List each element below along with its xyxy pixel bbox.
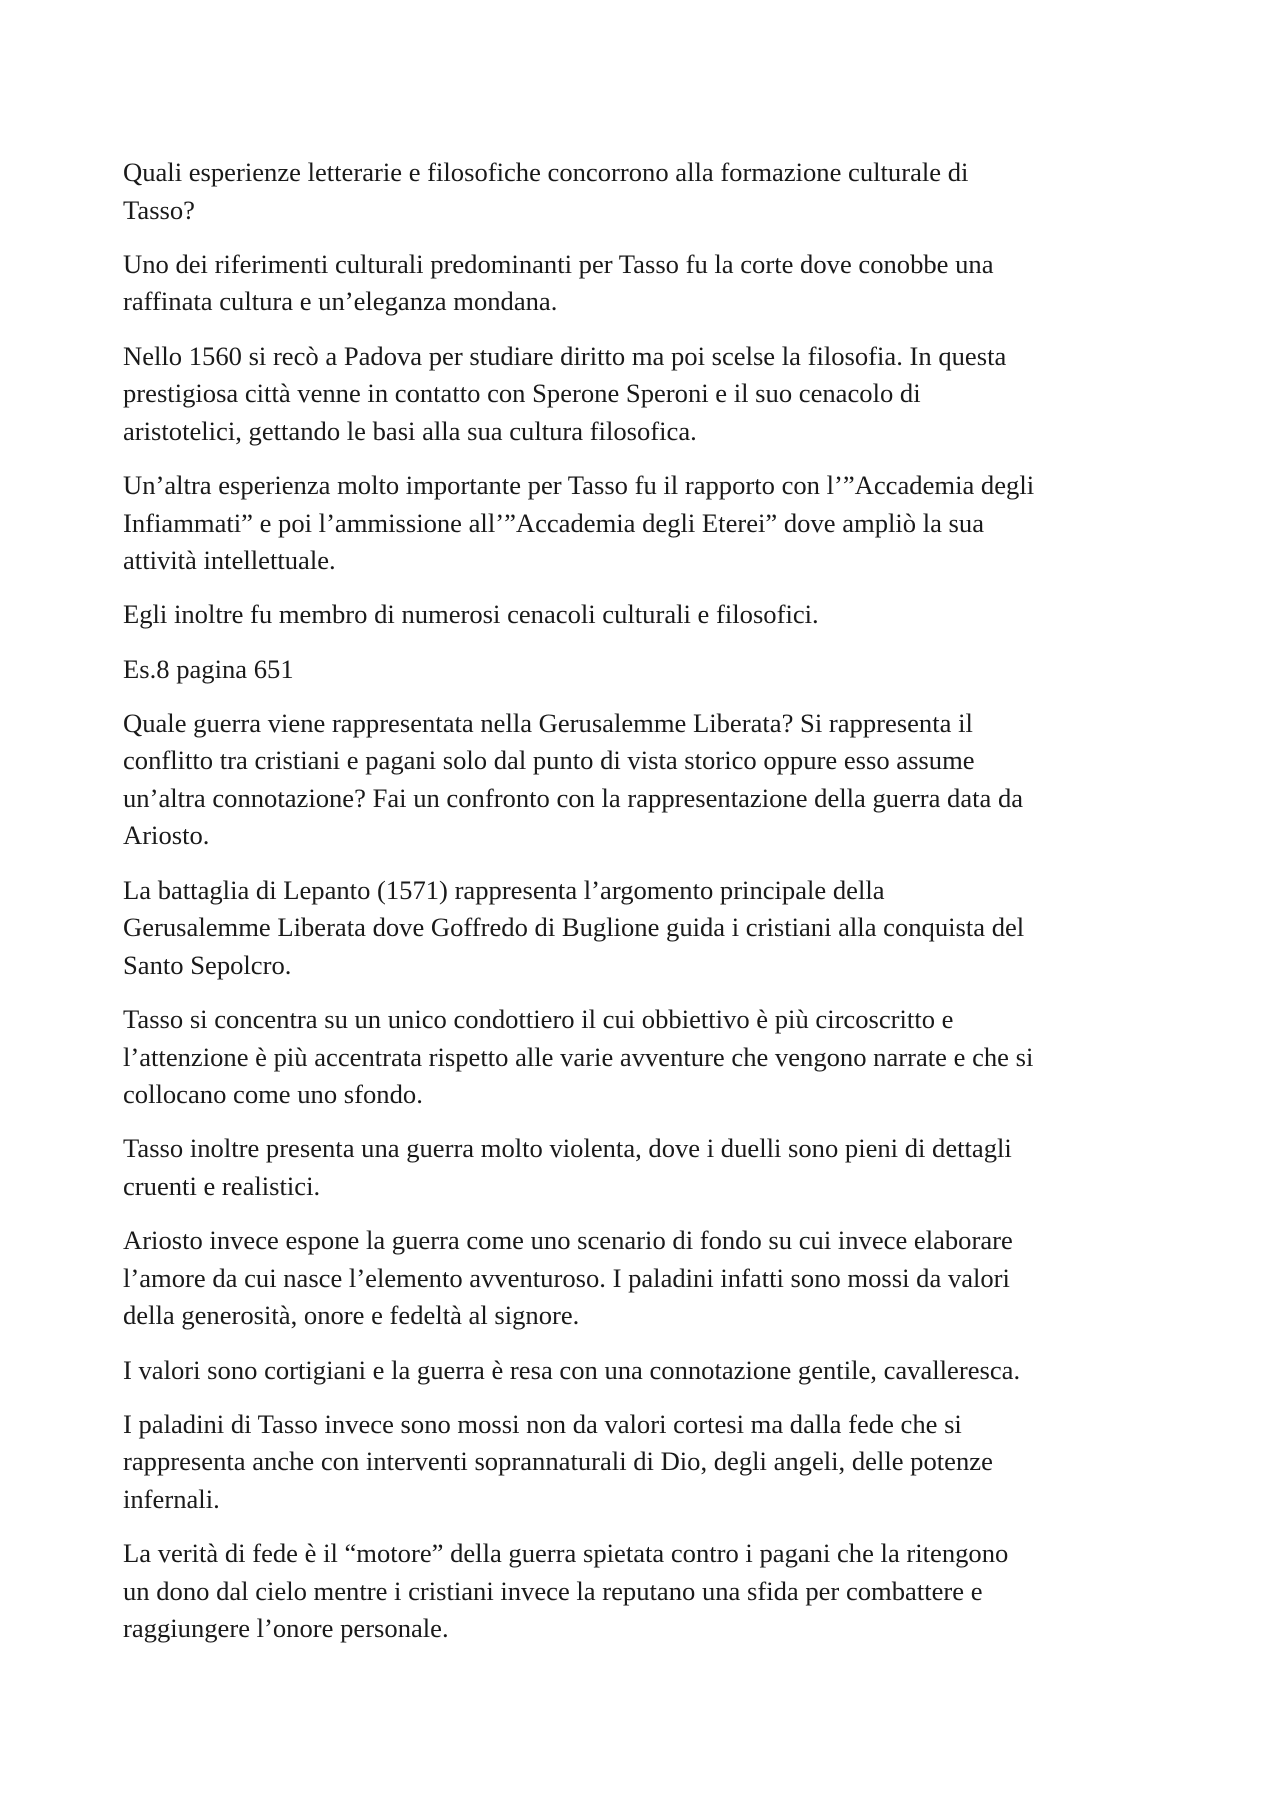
body-paragraph: La verità di fede è il “motore” della guerra spietata contro i pagani che la ritengono un dono dal cielo mentre i cristiani invece la reputano una sfida per combattere e raggiungere l’onore personale. bbox=[123, 1538, 1009, 1644]
body-paragraph: Egli inoltre fu membro di numerosi cenacoli culturali e filosofici. bbox=[123, 599, 819, 630]
question-paragraph: Quali esperienze letterarie e filosofiche concorrono alla formazione culturale di Tasso? bbox=[123, 157, 969, 225]
body-paragraph: Un’altra esperienza molto importante per Tasso fu il rapporto con l’”Accademia degli Infiammati” e poi l’ammissione all’”Accademia degli Eterei” dove ampliò la sua attività intellettuale. bbox=[123, 469, 1035, 576]
body-paragraph: La battaglia di Lepanto (1571) rappresenta l’argomento principale della Gerusalemme Liberata dove Goffredo di Buglione guida i cristiani alla conquista del Santo Sepolcro. bbox=[123, 874, 1025, 980]
document-body bbox=[123, 154, 1173, 1665]
body-paragraph: Tasso si concentra su un unico condottiero il cui obbiettivo è più circoscritto e l’attenzione è più accentrata rispetto alle varie avventure che vengono narrate e che si collocano come uno sfondo. bbox=[123, 1004, 1034, 1110]
question-paragraph: Quale guerra viene rappresentata nella Gerusalemme Liberata? Si rappresenta il conflitto tra cristiani e pagani solo dal punto di vista storico oppure esso assume un’altra connotazione? Fai un confronto con la rappresentazione della guerra data da Ariosto. bbox=[123, 707, 1024, 851]
body-paragraph: Tasso inoltre presenta una guerra molto violenta, dove i duelli sono pieni di dettagli cruenti e realistici. bbox=[123, 1133, 1012, 1201]
body-paragraph: I paladini di Tasso invece sono mossi non da valori cortesi ma dalla fede che si rappresenta anche con interventi soprannaturali di Dio, degli angeli, delle potenze infernali. bbox=[123, 1408, 993, 1514]
body-paragraph: Ariosto invece espone la guerra come uno scenario di fondo su cui invece elaborare l’amore da cui nasce l’elemento avventuroso. I paladini infatti sono mossi da valori della generosità, onore e fedeltà al signore. bbox=[123, 1225, 1013, 1331]
body-paragraph: Nello 1560 si recò a Padova per studiare diritto ma poi scelse la filosofia. In questa prestigiosa città venne in contatto con Sperone Speroni e il suo cenacolo di aristotelici, gettando le basi alla sua cultura filosofica. bbox=[123, 340, 1007, 446]
exercise-heading: Es.8 pagina 651 bbox=[123, 653, 294, 684]
body-paragraph: Uno dei riferimenti culturali predominanti per Tasso fu la corte dove conobbe una raffinata cultura e un’eleganza mondana. bbox=[123, 248, 994, 317]
body-paragraph: I valori sono cortigiani e la guerra è resa con una connotazione gentile, cavalleresca. bbox=[123, 1354, 1021, 1385]
